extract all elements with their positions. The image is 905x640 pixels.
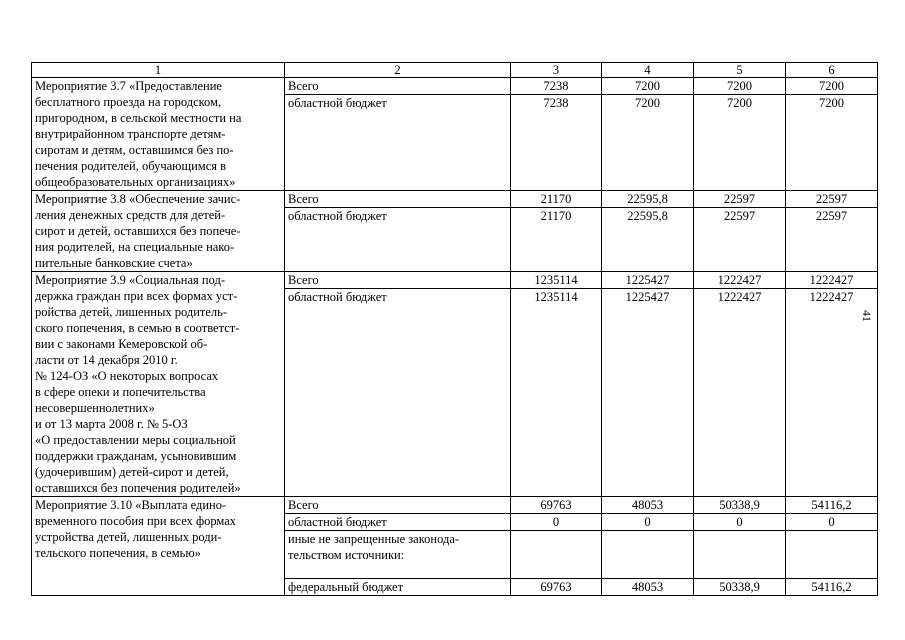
value-cell: 1235114 xyxy=(511,272,602,289)
table-row xyxy=(32,497,878,514)
funding-source: Всего xyxy=(285,497,511,514)
value-cell xyxy=(602,531,694,579)
value-cell: 7200 xyxy=(602,78,694,95)
value-cell: 54116,2 xyxy=(786,579,878,596)
header-cell: 1 xyxy=(32,63,285,78)
value-cell: 0 xyxy=(602,514,694,531)
header-cell: 6 xyxy=(786,63,878,78)
value-cell: 0 xyxy=(786,514,878,531)
value-cell: 1222427 xyxy=(786,289,878,497)
value-cell xyxy=(694,531,786,579)
value-cell: 48053 xyxy=(602,579,694,596)
header-row xyxy=(32,63,878,78)
value-cell: 7200 xyxy=(602,95,694,191)
funding-source: областной бюджет xyxy=(285,514,511,531)
value-cell: 1235114 xyxy=(511,289,602,497)
measure-name: Мероприятие 3.10 «Выплата едино- временного пособия при всех формах устройства детей, лишенных роди- тельского попечения, в семью» xyxy=(32,497,285,596)
table-row xyxy=(32,78,878,95)
measure-name: Мероприятие 3.8 «Обеспечение зачис- ления денежных средств для детей- сирот и детей, оставшихся без попече- ния родителей, на специальные нако- пительные банковские счета» xyxy=(32,191,285,272)
funding-source: Всего xyxy=(285,191,511,208)
funding-source: областной бюджет xyxy=(285,95,511,191)
table-row xyxy=(32,272,878,289)
value-cell: 0 xyxy=(694,514,786,531)
header-cell: 5 xyxy=(694,63,786,78)
value-cell: 7200 xyxy=(694,78,786,95)
value-cell: 48053 xyxy=(602,497,694,514)
funding-source: федеральный бюджет xyxy=(285,579,511,596)
value-cell: 22597 xyxy=(786,191,878,208)
value-cell: 22597 xyxy=(694,208,786,272)
value-cell xyxy=(786,531,878,579)
funding-source: Всего xyxy=(285,78,511,95)
header-cell: 3 xyxy=(511,63,602,78)
value-cell: 7238 xyxy=(511,78,602,95)
table-row xyxy=(32,191,878,208)
header-cell: 2 xyxy=(285,63,511,78)
value-cell: 1222427 xyxy=(786,272,878,289)
value-cell: 1225427 xyxy=(602,289,694,497)
funding-source: областной бюджет xyxy=(285,208,511,272)
value-cell: 1222427 xyxy=(694,289,786,497)
measure-name: Мероприятие 3.9 «Социальная под- держка граждан при всех формах уст- ройства детей, лишенных родитель- ского попечения, в семью в соответст- вии с законами Кемеровской об- ласти от 14 декабря 2010 г. № 124-ОЗ «О некоторых вопросах в сфере опеки и попечительства несовершеннолетних» и от 13 марта 2008 г. № 5-ОЗ «О предоставлении меры социальной поддержки гражданам, усыновившим (удочерившим) детей-сирот и детей, оставшихся без попечения родителей» xyxy=(32,272,285,497)
value-cell xyxy=(511,531,602,579)
value-cell: 7200 xyxy=(694,95,786,191)
funding-source: Всего xyxy=(285,272,511,289)
value-cell: 69763 xyxy=(511,579,602,596)
value-cell: 0 xyxy=(511,514,602,531)
funding-source: областной бюджет xyxy=(285,289,511,497)
funding-source: иные не запрещенные законода- тельством источники: xyxy=(285,531,511,579)
value-cell: 22595,8 xyxy=(602,208,694,272)
page-number: 41 xyxy=(860,310,874,322)
value-cell: 7200 xyxy=(786,78,878,95)
value-cell: 21170 xyxy=(511,191,602,208)
value-cell: 1222427 xyxy=(694,272,786,289)
value-cell: 50338,9 xyxy=(694,497,786,514)
header-cell: 4 xyxy=(602,63,694,78)
value-cell: 22597 xyxy=(786,208,878,272)
value-cell: 7238 xyxy=(511,95,602,191)
value-cell: 1225427 xyxy=(602,272,694,289)
value-cell: 50338,9 xyxy=(694,579,786,596)
value-cell: 54116,2 xyxy=(786,497,878,514)
value-cell: 22595,8 xyxy=(602,191,694,208)
value-cell: 69763 xyxy=(511,497,602,514)
measure-name: Мероприятие 3.7 «Предоставление бесплатного проезда на городском, пригородном, в сельской местности на внутрирайонном транспорте детям- сиротам и детям, оставшимся без по- печения родителей, обучающимся в общеобразовательных организациях» xyxy=(32,78,285,191)
value-cell: 22597 xyxy=(694,191,786,208)
budget-table xyxy=(31,62,878,596)
value-cell: 7200 xyxy=(786,95,878,191)
value-cell: 21170 xyxy=(511,208,602,272)
